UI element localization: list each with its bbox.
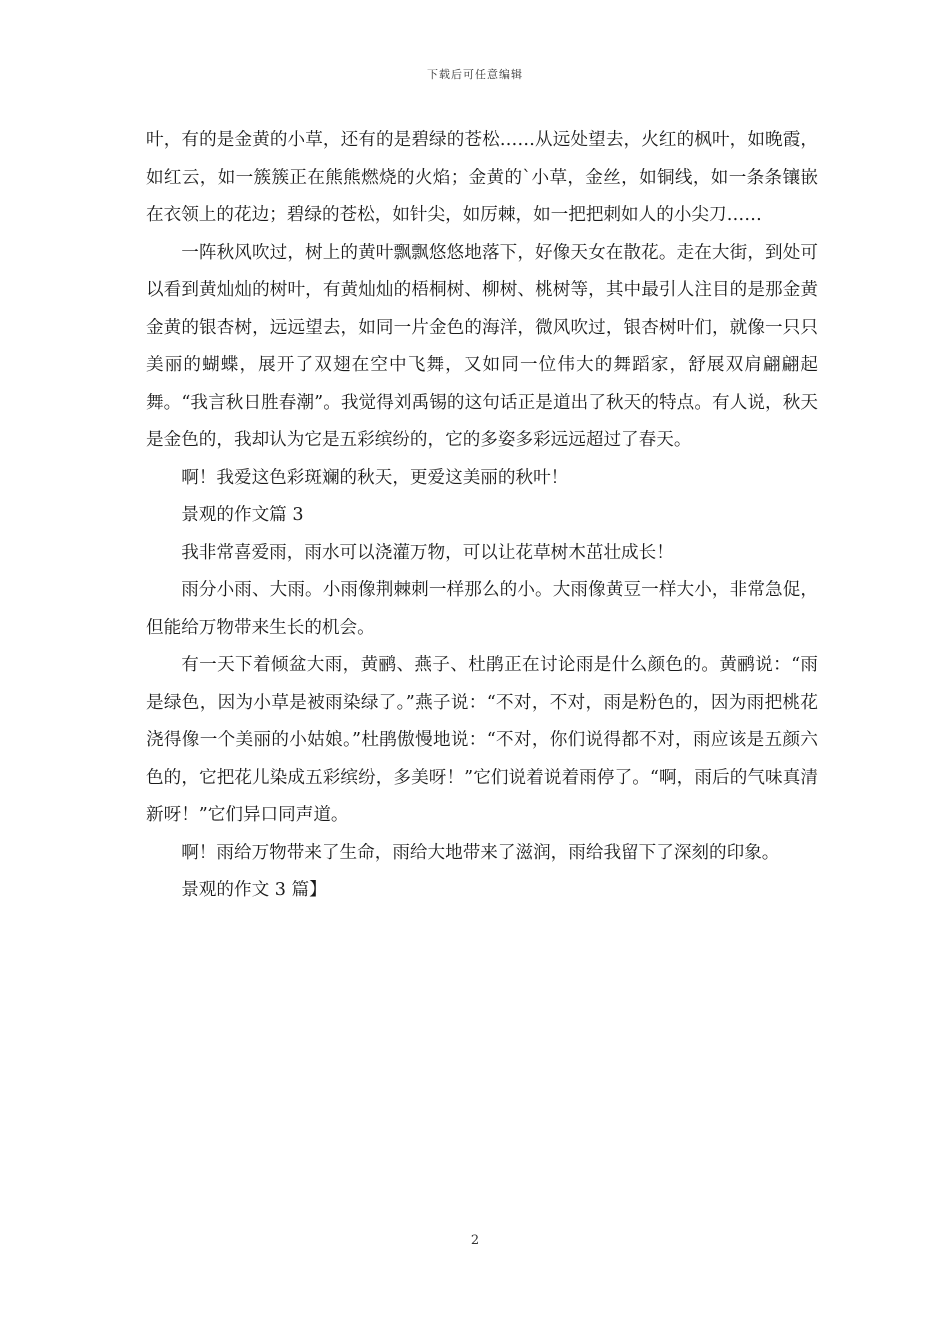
paragraph-birds-discussion: 有一天下着倾盆大雨，黄鹂、燕子、杜鹃正在讨论雨是什么颜色的。黄鹂说：“雨是绿色，因为小草是被雨染绿了。”燕子说：“不对，不对，雨是粉色的，因为雨把桃花浇得像一个美丽的小姑娘。”杜鹃傲慢地说：“不对，你们说得都不对，雨应该是五颜六色的，它把花儿染成五彩缤纷，多美呀！”它们说着说着雨停了。“啊，雨后的气味真清新呀！”它们异口同声道。: [146, 655, 818, 825]
paragraph-autumn-love: 啊！我爱这色彩斑斓的秋天，更爱这美丽的秋叶！: [181, 467, 569, 488]
paragraph-love-rain: 我非常喜爱雨，雨水可以浇灌万物，可以让花草树木茁壮成长！: [181, 542, 674, 563]
paragraph-autumn-colors: 叶，有的是金黄的小草，还有的是碧绿的苍松……从远处望去，火红的枫叶，如晚霞，如红云，如一簇簇正在熊熊燃烧的火焰；金黄的`小草，金丝，如铜线，如一条条镶嵌在衣领上的花边；碧绿的苍松，如针尖，如厉棘，如一把把刺如人的小尖刀……: [146, 130, 818, 225]
paragraph-rain-gifts: 啊！雨给万物带来了生命，雨给大地带来了滋润，雨给我留下了深刻的印象。: [181, 842, 780, 863]
page-number: 2: [470, 1233, 480, 1248]
paragraph-rain-types: 雨分小雨、大雨。小雨像荆棘刺一样那么的小。大雨像黄豆一样大小，非常急促，但能给万物带来生长的机会。: [146, 580, 818, 638]
paragraph-autumn-wind: 一阵秋风吹过，树上的黄叶飘飘悠悠地落下，好像天女在散花。走在大街，到处可以看到黄灿灿的树叶，有黄灿灿的梧桐树、柳树、桃树等，其中最引人注目的是那金黄金黄的银杏树，远远望去，如同一片金色的海洋，微风吹过，银杏树叶们，就像一只只美丽的蝴蝶，展开了双翅在空中飞舞，又如同一位伟大的舞蹈家，舒展双肩翩翩起舞。“我言秋日胜春潮”。我觉得刘禹锡的这句话正是道出了秋天的特点。有人说，秋天是金色的，我却认为它是五彩缤纷的，它的多姿多彩远远超过了春天。: [146, 242, 818, 450]
closing-title: 景观的作文 3 篇】: [181, 880, 327, 900]
page-header: 下载后可任意编辑: [427, 68, 523, 81]
section-heading-essay-3: 景观的作文篇 3: [181, 505, 304, 525]
document-body: [146, 122, 818, 910]
